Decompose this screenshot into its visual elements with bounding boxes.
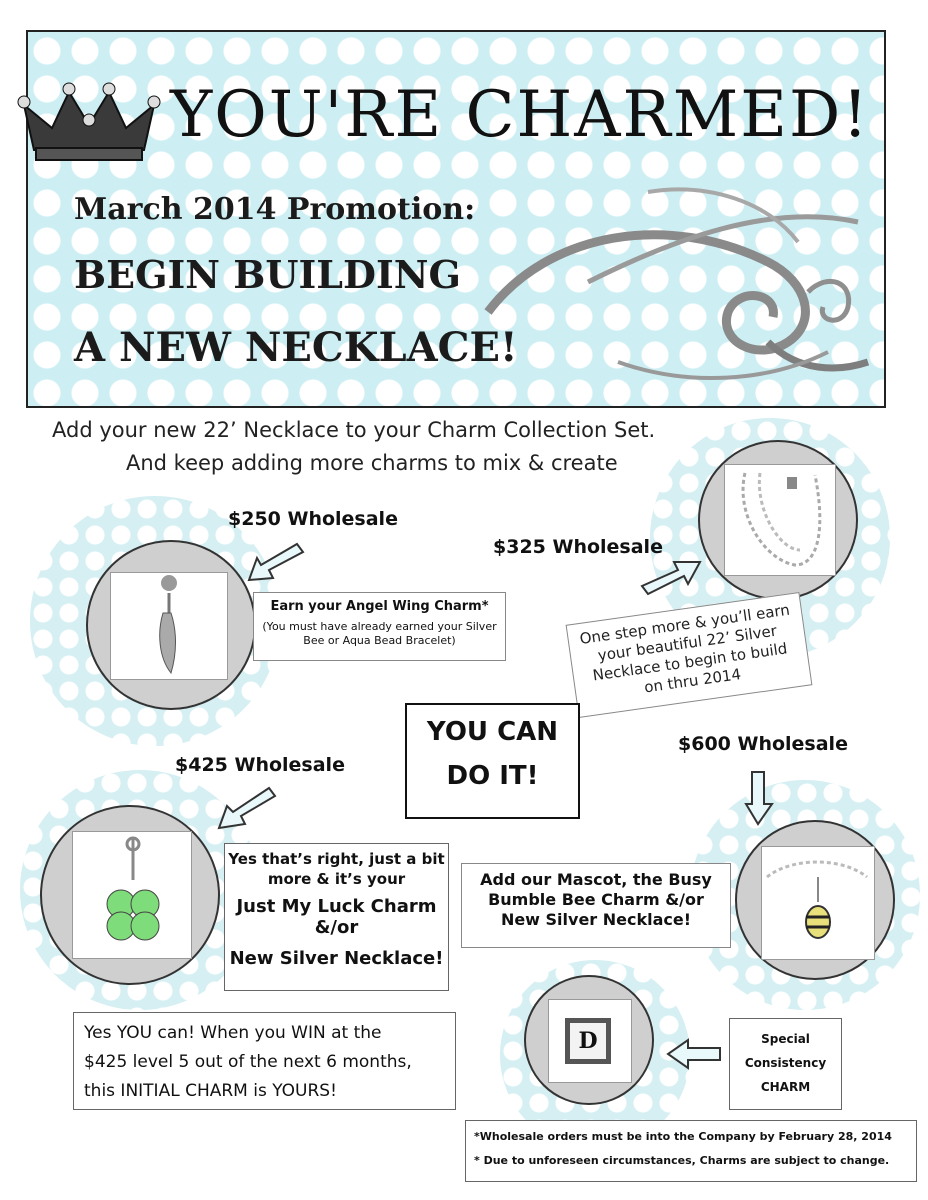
banner-title: YOU'RE CHARMED! (170, 78, 870, 152)
headline-line-2: A NEW NECKLACE! (74, 324, 518, 371)
flourish-ornament (468, 172, 878, 402)
arrow-icon (638, 556, 704, 598)
bee-charm-circle (735, 820, 895, 980)
luck-line-2: more & it’s your (267, 870, 406, 888)
arrow-icon (215, 784, 277, 830)
special-charm-box (729, 1018, 842, 1110)
price-425: $425 Wholesale (175, 754, 345, 776)
price-325: $325 Wholesale (493, 536, 663, 558)
you-can-line-2: DO IT! (446, 761, 539, 791)
angel-wing-note: (You must have already earned your Silver Bee or Aqua Bead Bracelet) (262, 620, 497, 647)
silver-necklace-image (724, 464, 836, 576)
special-line-1: Special (761, 1032, 810, 1046)
price-600: $600 Wholesale (678, 733, 848, 755)
initial-charm-circle (524, 975, 654, 1105)
clover-charm-image (72, 831, 192, 959)
special-line-3: CHARM (760, 1080, 811, 1094)
arrow-icon (744, 770, 774, 826)
angel-wing-heading: Earn your Angel Wing Charm* (270, 599, 489, 614)
you-can-box (405, 703, 580, 819)
initial-charm-box (73, 1012, 456, 1110)
initial-line-1: Yes YOU can! When you WIN at the (84, 1023, 382, 1043)
footer-line-2: * Due to unforeseen circumstances, Charms are subject to change. (474, 1154, 890, 1167)
footer-notice (465, 1120, 917, 1182)
initial-line-2: $425 level 5 out of the next 6 months, (84, 1052, 412, 1072)
angel-wing-circle (86, 540, 256, 710)
initial-line-3: this INITIAL CHARM is YOURS! (84, 1081, 337, 1101)
you-can-line-1: YOU CAN (426, 717, 559, 747)
crown-icon (14, 80, 164, 170)
initial-letter: D (565, 1018, 611, 1064)
luck-line-3: Just My Luck Charm (236, 896, 437, 917)
luck-charm-box (224, 843, 449, 991)
arrow-icon (666, 1038, 722, 1070)
promo-subtitle: March 2014 Promotion: (74, 192, 476, 227)
initial-charm-image (548, 999, 632, 1083)
luck-line-1: Yes that’s right, just a bit (228, 850, 445, 868)
necklace-box: One step more & you’ll earn your beautiful 22’ Silver Necklace to begin to build on thru 2014 (566, 592, 813, 718)
intro-line-2: And keep adding more charms to mix & create (126, 451, 618, 475)
price-250: $250 Wholesale (228, 508, 398, 530)
angel-wing-charm-image (110, 572, 228, 680)
luck-line-4: &/or (314, 917, 359, 938)
headline-line-1: BEGIN BUILDING (74, 252, 461, 297)
intro-line-1: Add your new 22’ Necklace to your Charm Collection Set. (52, 418, 656, 442)
bee-charm-image (761, 846, 875, 960)
footer-line-1: *Wholesale orders must be into the Company by February 28, 2014 (474, 1130, 892, 1143)
special-line-2: Consistency (744, 1056, 827, 1070)
luck-line-5: New Silver Necklace! (229, 948, 444, 969)
necklace-circle (698, 440, 858, 600)
bee-charm-box: Add our Mascot, the Busy Bumble Bee Charm &/or New Silver Necklace! (461, 863, 731, 948)
arrow-icon (245, 540, 305, 582)
luck-charm-circle (40, 805, 220, 985)
angel-wing-box (253, 592, 506, 661)
